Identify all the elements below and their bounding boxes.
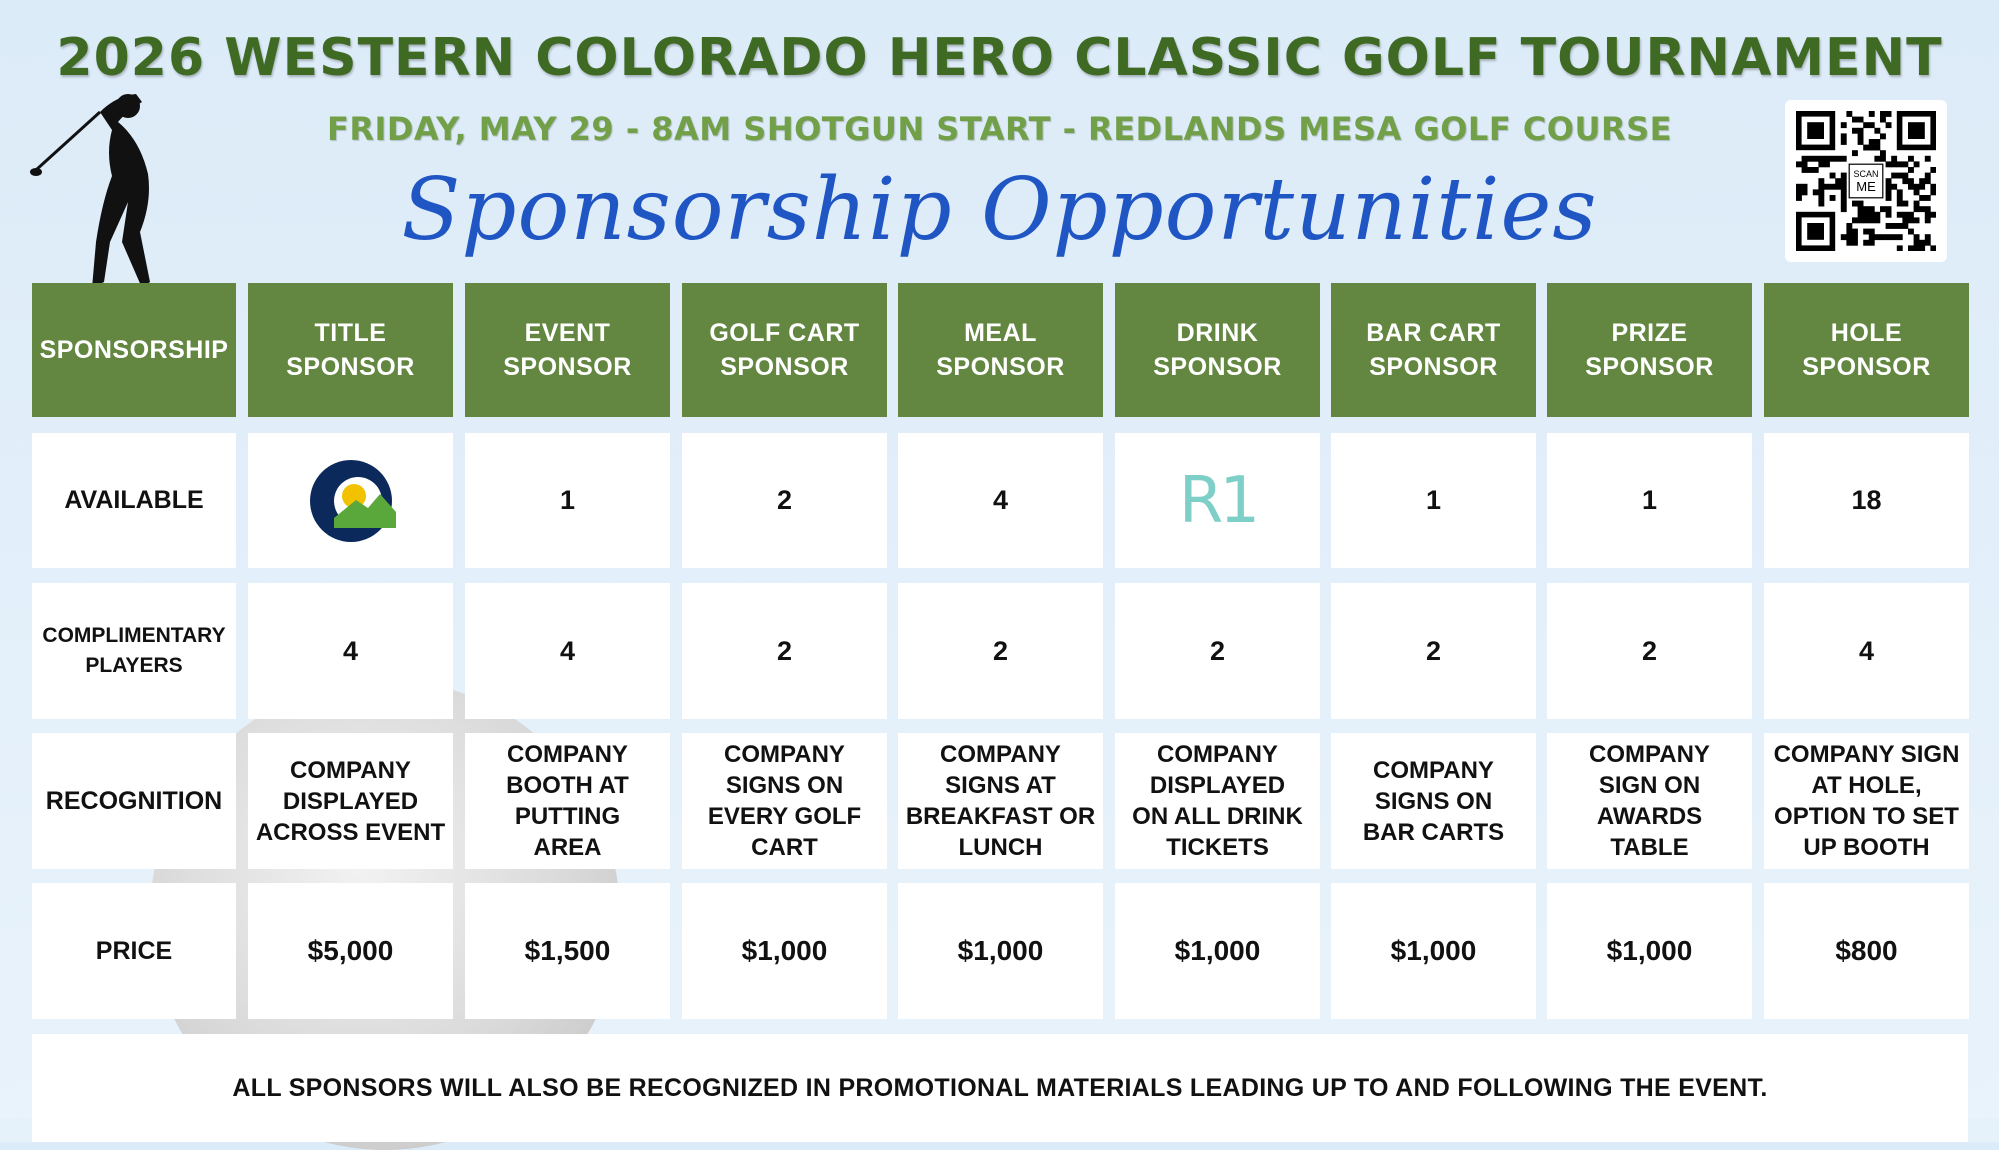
sponsorship-tagline: Sponsorship Opportunities (401, 160, 1598, 260)
cell-players: 2 (898, 583, 1103, 719)
event-details: FRIDAY, MAY 29 - 8AM SHOTGUN START - REDLANDS MESA GOLF COURSE (326, 110, 1673, 148)
cell-players: 2 (1547, 583, 1752, 719)
cell-price: $800 (1764, 883, 1969, 1019)
cell-recognition: COMPANY DISPLAYED ACROSS EVENT (248, 733, 453, 869)
header-sponsor-tier: DRINK SPONSOR (1115, 283, 1320, 417)
header-sponsor-tier: PRIZE SPONSOR (1547, 283, 1752, 417)
page-title: 2026 WESTERN COLORADO HERO CLASSIC GOLF TOURNAMENT (56, 28, 1943, 88)
header-sponsor-tier: MEAL SPONSOR (898, 283, 1103, 417)
cell-available: 1 (465, 433, 670, 568)
header-sponsor-tier: TITLE SPONSOR (248, 283, 453, 417)
row-label-available: AVAILABLE (32, 433, 236, 568)
cell-available: 4 (898, 433, 1103, 568)
header-sponsor-tier: GOLF CART SPONSOR (682, 283, 887, 417)
cell-players: 2 (1115, 583, 1320, 719)
header-sponsor-tier: HOLE SPONSOR (1764, 283, 1969, 417)
cell-recognition: COMPANY SIGN AT HOLE, OPTION TO SET UP BOOTH (1764, 733, 1969, 869)
cell-price: $5,000 (248, 883, 453, 1019)
cell-available: 18 (1764, 433, 1969, 568)
cell-price: $1,000 (1547, 883, 1752, 1019)
cell-available: 1 (1547, 433, 1752, 568)
cell-players: 4 (1764, 583, 1969, 719)
cell-players: 2 (682, 583, 887, 719)
row-label-recognition: RECOGNITION (32, 733, 236, 869)
cell-available: 2 (682, 433, 887, 568)
qr-code-icon (1796, 111, 1936, 251)
cell-players: 4 (465, 583, 670, 719)
cell-price: $1,000 (898, 883, 1103, 1019)
cell-available: 1 (1331, 433, 1536, 568)
header-sponsor-tier: BAR CART SPONSOR (1331, 283, 1536, 417)
cell-players: 2 (1331, 583, 1536, 719)
golfer-silhouette-icon (30, 82, 170, 297)
qr-code[interactable] (1785, 100, 1947, 262)
cell-recognition: COMPANY SIGNS ON BAR CARTS (1331, 733, 1536, 869)
cell-recognition: COMPANY BOOTH AT PUTTING AREA (465, 733, 670, 869)
qr-label-top: SCAN (1853, 169, 1879, 179)
colorado-logo-icon (248, 433, 453, 568)
row-label-price: PRICE (32, 883, 236, 1019)
r1-logo-text: R1 (1178, 463, 1257, 538)
cell-price: $1,000 (682, 883, 887, 1019)
cell-recognition: COMPANY SIGNS ON EVERY GOLF CART (682, 733, 887, 869)
r1-logo (1115, 433, 1320, 568)
cell-price: $1,000 (1331, 883, 1536, 1019)
footer-note: ALL SPONSORS WILL ALSO BE RECOGNIZED IN PROMOTIONAL MATERIALS LEADING UP TO AND FOLLOWING THE EVENT. (32, 1034, 1968, 1142)
cell-players: 4 (248, 583, 453, 719)
cell-recognition: COMPANY DISPLAYED ON ALL DRINK TICKETS (1115, 733, 1320, 869)
cell-recognition: COMPANY SIGNS AT BREAKFAST OR LUNCH (898, 733, 1103, 869)
header-sponsor-tier: EVENT SPONSOR (465, 283, 670, 417)
cell-price: $1,500 (465, 883, 670, 1019)
cell-price: $1,000 (1115, 883, 1320, 1019)
cell-recognition: COMPANY SIGN ON AWARDS TABLE (1547, 733, 1752, 869)
row-label-players: COMPLIMENTARY PLAYERS (32, 583, 236, 719)
header-sponsorship: SPONSORSHIP (32, 283, 236, 417)
qr-label-bottom: ME (1856, 179, 1876, 194)
